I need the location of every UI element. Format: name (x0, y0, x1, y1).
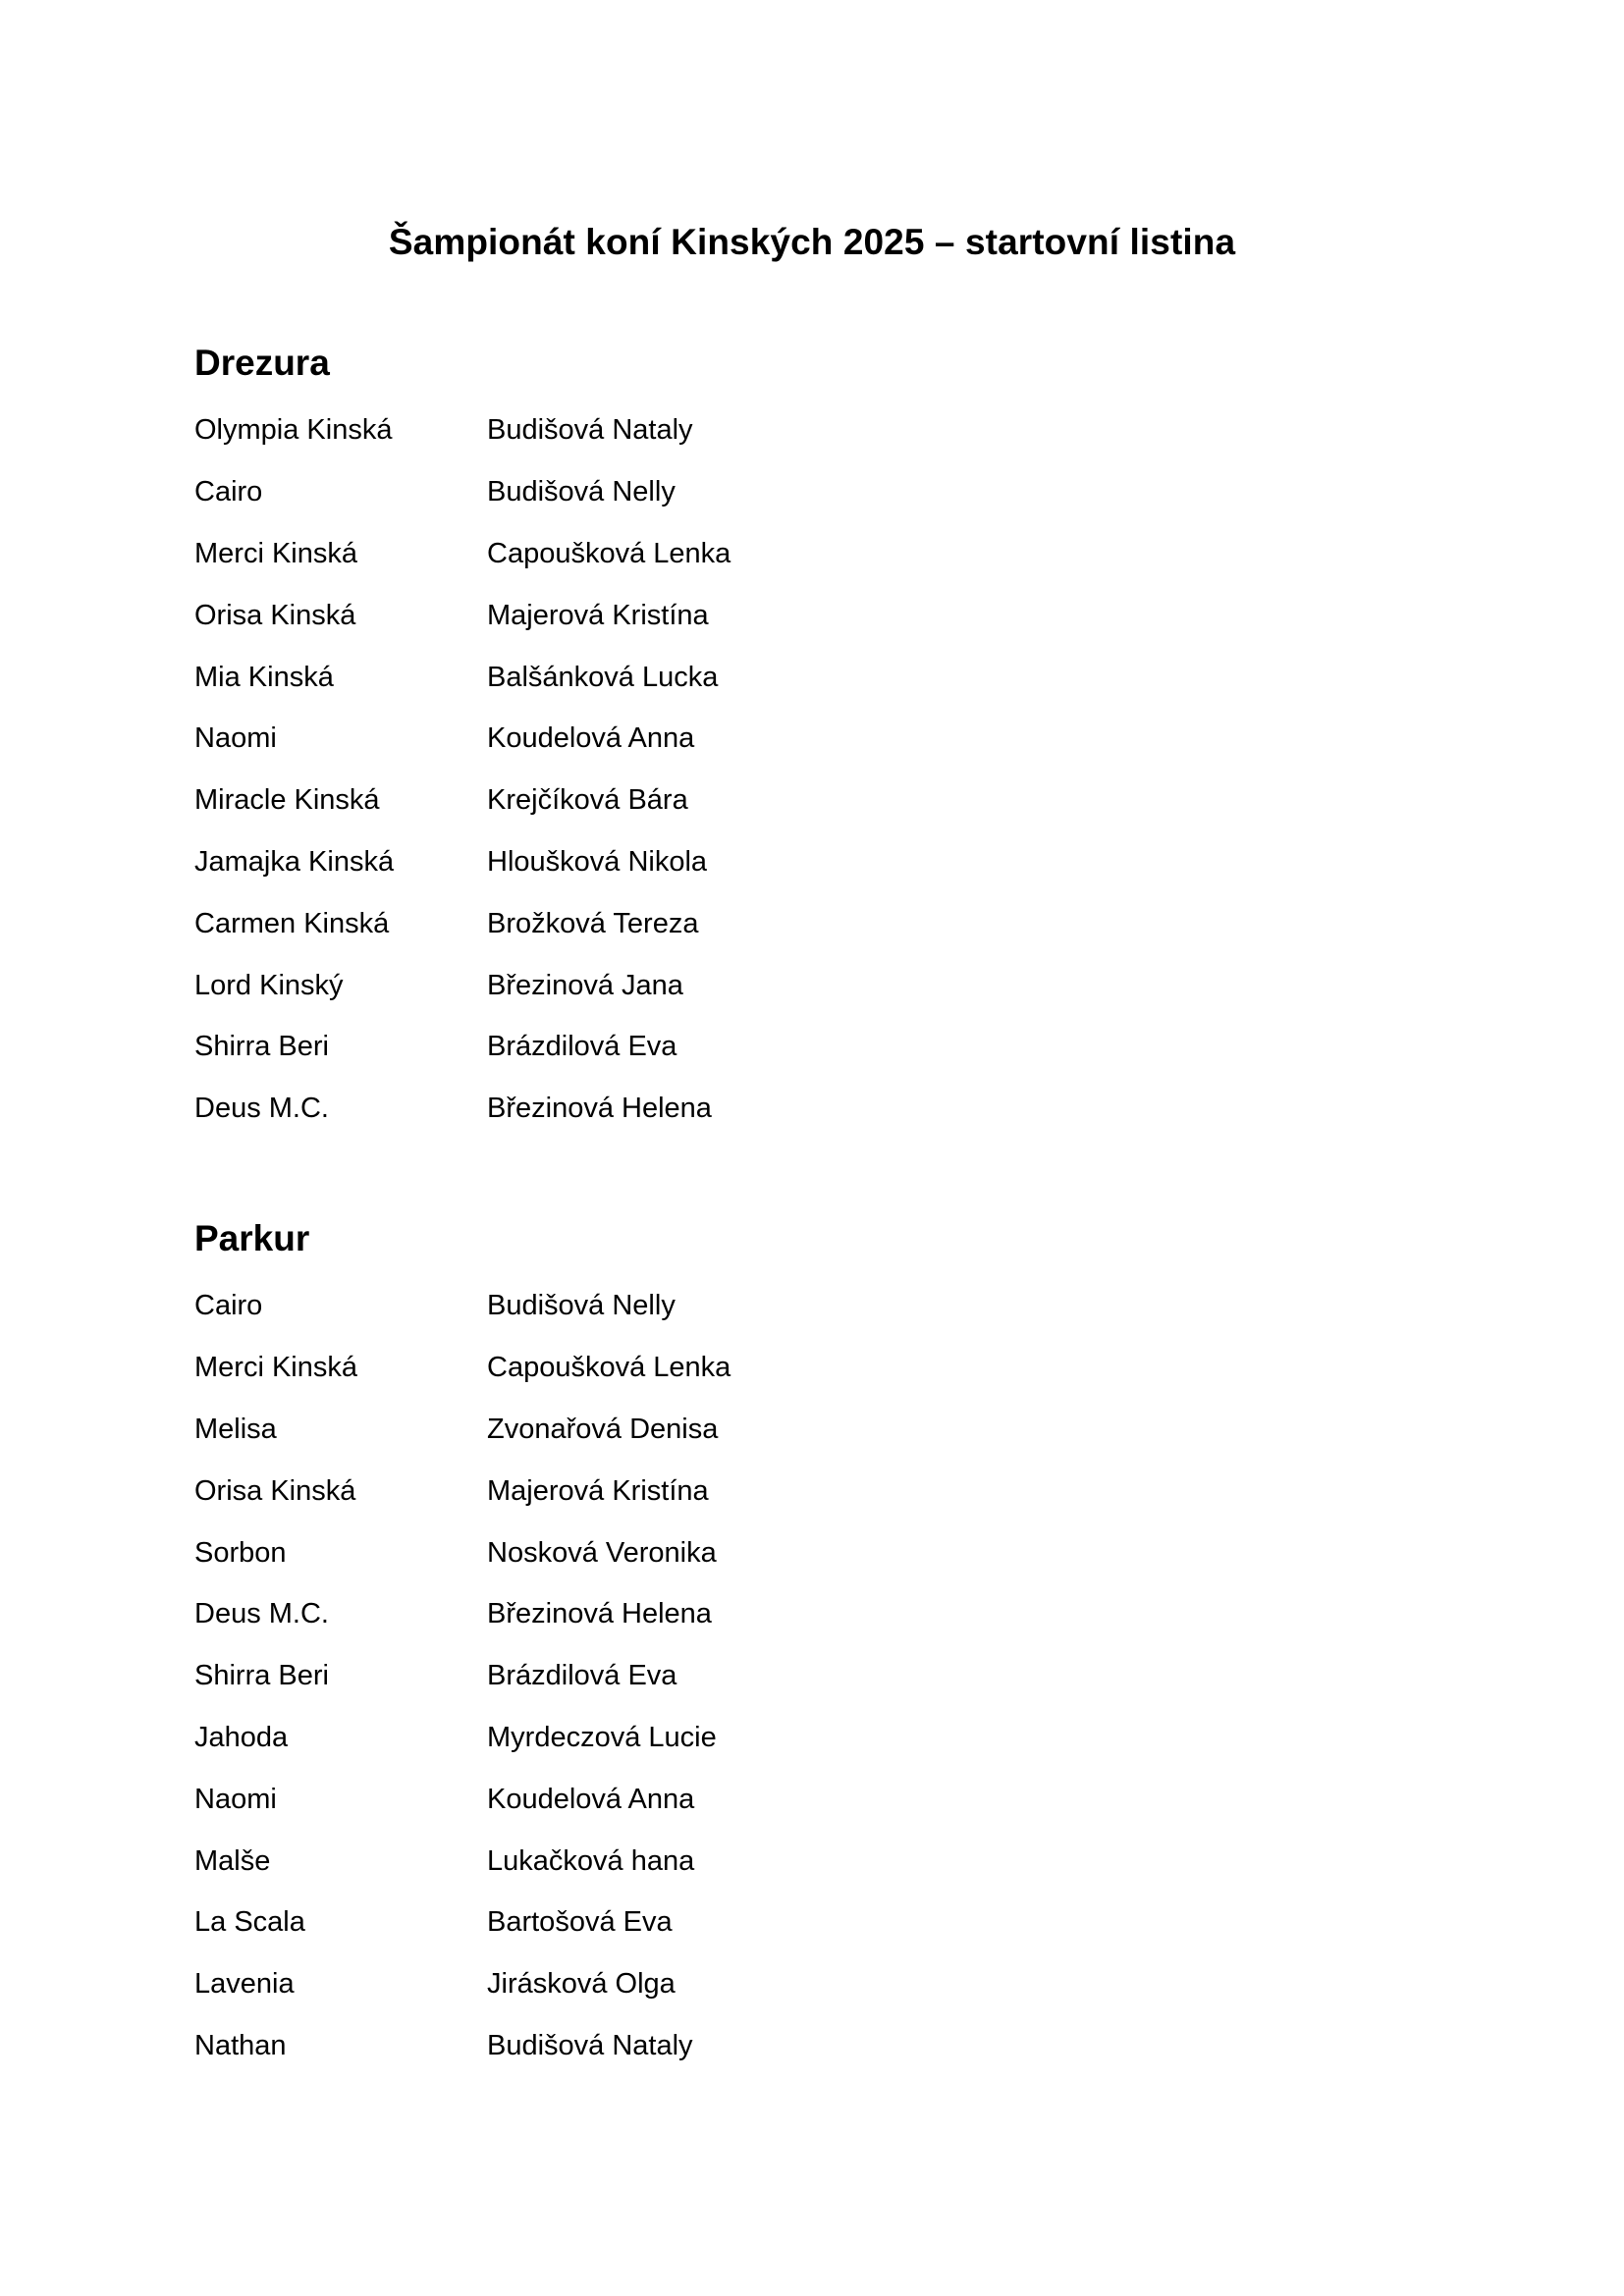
rider-name: Budišová Nataly (487, 414, 693, 447)
entry-row (194, 1830, 1078, 1892)
rider-name: Březinová Jana (487, 969, 683, 1001)
entry-row (194, 1016, 1078, 1078)
horse-name: Lord Kinský (194, 969, 344, 1001)
rider-name: Balšánková Lucka (487, 661, 719, 693)
rider-name: Myrdeczová Lucie (487, 1721, 717, 1753)
rider-name: Březinová Helena (487, 1598, 712, 1630)
entry-row (194, 954, 1078, 1016)
rider-name: Brožková Tereza (487, 907, 699, 939)
rider-name: Březinová Helena (487, 1093, 712, 1125)
document-title: Šampionát koní Kinských 2025 – startovní listina (388, 221, 1236, 262)
rider-name: Budišová Nelly (487, 1290, 676, 1322)
entry-row (194, 1399, 1078, 1461)
horse-name: Carmen Kinská (194, 907, 390, 939)
entry-row (194, 584, 1078, 646)
entry-row (194, 1707, 1078, 1769)
rider-name: Majerová Kristína (487, 1474, 709, 1507)
entry-row (194, 2015, 1078, 2077)
horse-name: Malše (194, 1844, 271, 1877)
rider-name: Zvonařová Denisa (487, 1413, 719, 1445)
horse-name: Cairo (194, 476, 263, 508)
section-heading-drezura: Drezura (194, 343, 330, 383)
horse-name: Nathan (194, 2029, 287, 2061)
entry-row (194, 831, 1078, 893)
horse-name: Cairo (194, 1290, 263, 1322)
horse-name: Naomi (194, 1783, 277, 1815)
rider-name: Capoušková Lenka (487, 537, 731, 569)
horse-name: Deus M.C. (194, 1093, 329, 1125)
horse-name: Jamajka Kinská (194, 845, 395, 878)
entry-row (194, 523, 1078, 585)
rider-name: Jirásková Olga (487, 1968, 676, 2001)
horse-name: Olympia Kinská (194, 414, 393, 447)
entry-row (194, 1522, 1078, 1583)
entry-row (194, 708, 1078, 770)
horse-name: Lavenia (194, 1968, 295, 2001)
entry-row (194, 1768, 1078, 1830)
rider-name: Capoušková Lenka (487, 1352, 731, 1384)
entry-row (194, 1583, 1078, 1645)
horse-name: Shirra Beri (194, 1660, 329, 1692)
horse-name: La Scala (194, 1906, 305, 1939)
rider-name: Brázdilová Eva (487, 1660, 677, 1692)
horse-name: Deus M.C. (194, 1598, 329, 1630)
entry-row (194, 1275, 1078, 1337)
rider-name: Bartošová Eva (487, 1906, 673, 1939)
entry-row (194, 1460, 1078, 1522)
entry-row (194, 400, 1078, 461)
section-drezura (194, 338, 1078, 1140)
section-parkur (194, 1213, 1078, 2076)
entry-row (194, 770, 1078, 831)
entry-row (194, 461, 1078, 523)
horse-name: Mia Kinská (194, 661, 334, 693)
entry-row (194, 1953, 1078, 2015)
horse-name: Jahoda (194, 1721, 289, 1753)
horse-name: Sorbon (194, 1536, 287, 1569)
entry-row (194, 1078, 1078, 1140)
rider-name: Budišová Nataly (487, 2029, 693, 2061)
horse-name: Melisa (194, 1413, 277, 1445)
rider-name: Nosková Veronika (487, 1536, 717, 1569)
rider-name: Lukačková hana (487, 1844, 695, 1877)
entry-row (194, 646, 1078, 708)
entry-row (194, 1645, 1078, 1707)
horse-name: Merci Kinská (194, 1352, 357, 1384)
rider-name: Krejčíková Bára (487, 784, 688, 817)
horse-name: Shirra Beri (194, 1031, 329, 1063)
rider-name: Brázdilová Eva (487, 1031, 677, 1063)
entry-row (194, 1892, 1078, 1953)
rider-name: Koudelová Anna (487, 722, 695, 755)
entry-list-parkur (194, 1275, 1078, 2076)
horse-name: Merci Kinská (194, 537, 357, 569)
horse-name: Orisa Kinská (194, 1474, 356, 1507)
rider-name: Hloušková Nikola (487, 845, 708, 878)
horse-name: Naomi (194, 722, 277, 755)
horse-name: Miracle Kinská (194, 784, 380, 817)
rider-name: Majerová Kristína (487, 599, 709, 631)
entry-list-drezura (194, 400, 1078, 1140)
horse-name: Orisa Kinská (194, 599, 356, 631)
rider-name: Koudelová Anna (487, 1783, 695, 1815)
rider-name: Budišová Nelly (487, 476, 676, 508)
section-heading-parkur: Parkur (194, 1218, 310, 1258)
entry-row (194, 892, 1078, 954)
entry-row (194, 1337, 1078, 1399)
